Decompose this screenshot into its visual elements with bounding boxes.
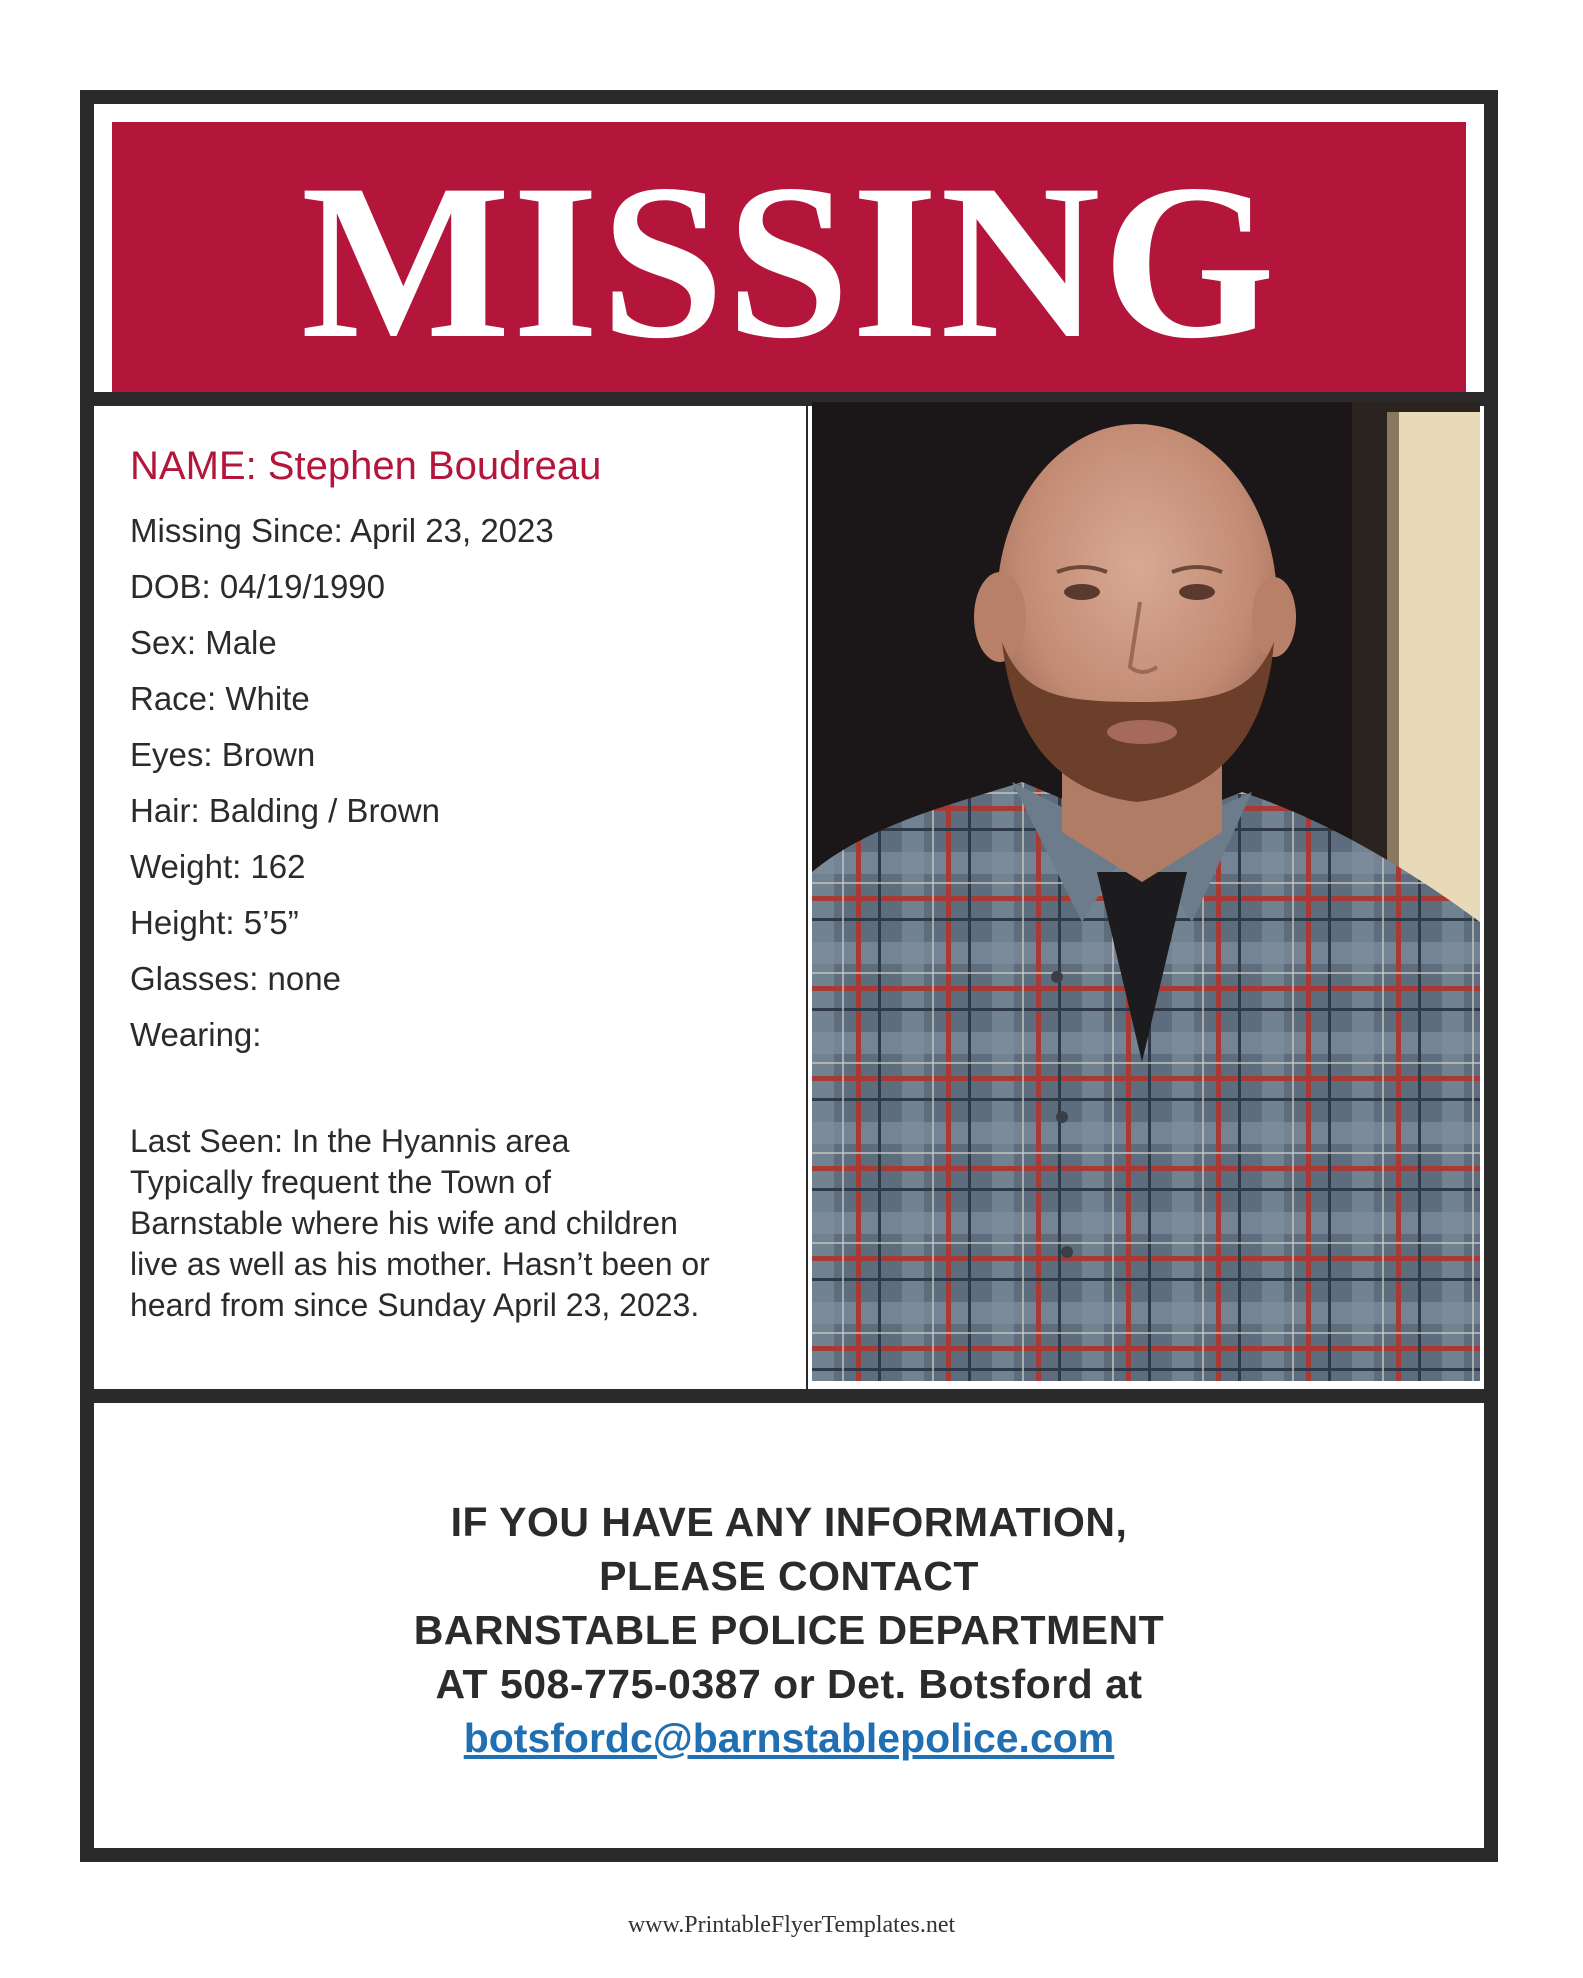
field-weight: Weight: 162 xyxy=(130,848,306,885)
last-seen-line: live as well as his mother. Hasn’t been or xyxy=(130,1246,710,1282)
last-seen-line: Last Seen: In the Hyannis area xyxy=(130,1123,570,1159)
person-name: NAME: Stephen Boudreau xyxy=(130,444,602,488)
missing-banner xyxy=(112,122,1466,392)
last-seen-line: heard from since Sunday April 23, 2023. xyxy=(130,1287,700,1323)
contact-line: BARNSTABLE POLICE DEPARTMENT xyxy=(413,1607,1165,1653)
field-sex: Sex: Male xyxy=(130,624,277,661)
middle-divider xyxy=(94,1389,1484,1403)
field-dob: DOB: 04/19/1990 xyxy=(130,568,386,605)
contact-line: IF YOU HAVE ANY INFORMATION, xyxy=(450,1499,1128,1545)
field-height: Height: 5’5” xyxy=(130,904,299,941)
last-seen-line: Barnstable where his wife and children xyxy=(130,1205,678,1241)
flyer-frame xyxy=(80,90,1498,1862)
last-seen-description xyxy=(130,1121,782,1326)
banner-title: MISSING xyxy=(300,139,1278,385)
contact-section xyxy=(108,1403,1470,1834)
last-seen-line: Typically frequent the Town of xyxy=(130,1164,551,1200)
person-photo xyxy=(812,402,1480,1381)
footer-website: www.PrintableFlyerTemplates.net xyxy=(627,1912,956,1938)
contact-email-link[interactable]: botsfordc@barnstablepolice.com xyxy=(463,1715,1115,1761)
field-eyes: Eyes: Brown xyxy=(130,736,316,773)
field-missing-since: Missing Since: April 23, 2023 xyxy=(130,512,554,549)
field-glasses: Glasses: none xyxy=(130,960,341,997)
field-race: Race: White xyxy=(130,680,310,717)
contact-line: PLEASE CONTACT xyxy=(599,1553,979,1599)
person-details xyxy=(108,406,808,1389)
contact-line: AT 508-775-0387 or Det. Botsford at xyxy=(435,1661,1143,1707)
field-wearing: Wearing: xyxy=(130,1016,262,1053)
field-hair: Hair: Balding / Brown xyxy=(130,792,440,829)
